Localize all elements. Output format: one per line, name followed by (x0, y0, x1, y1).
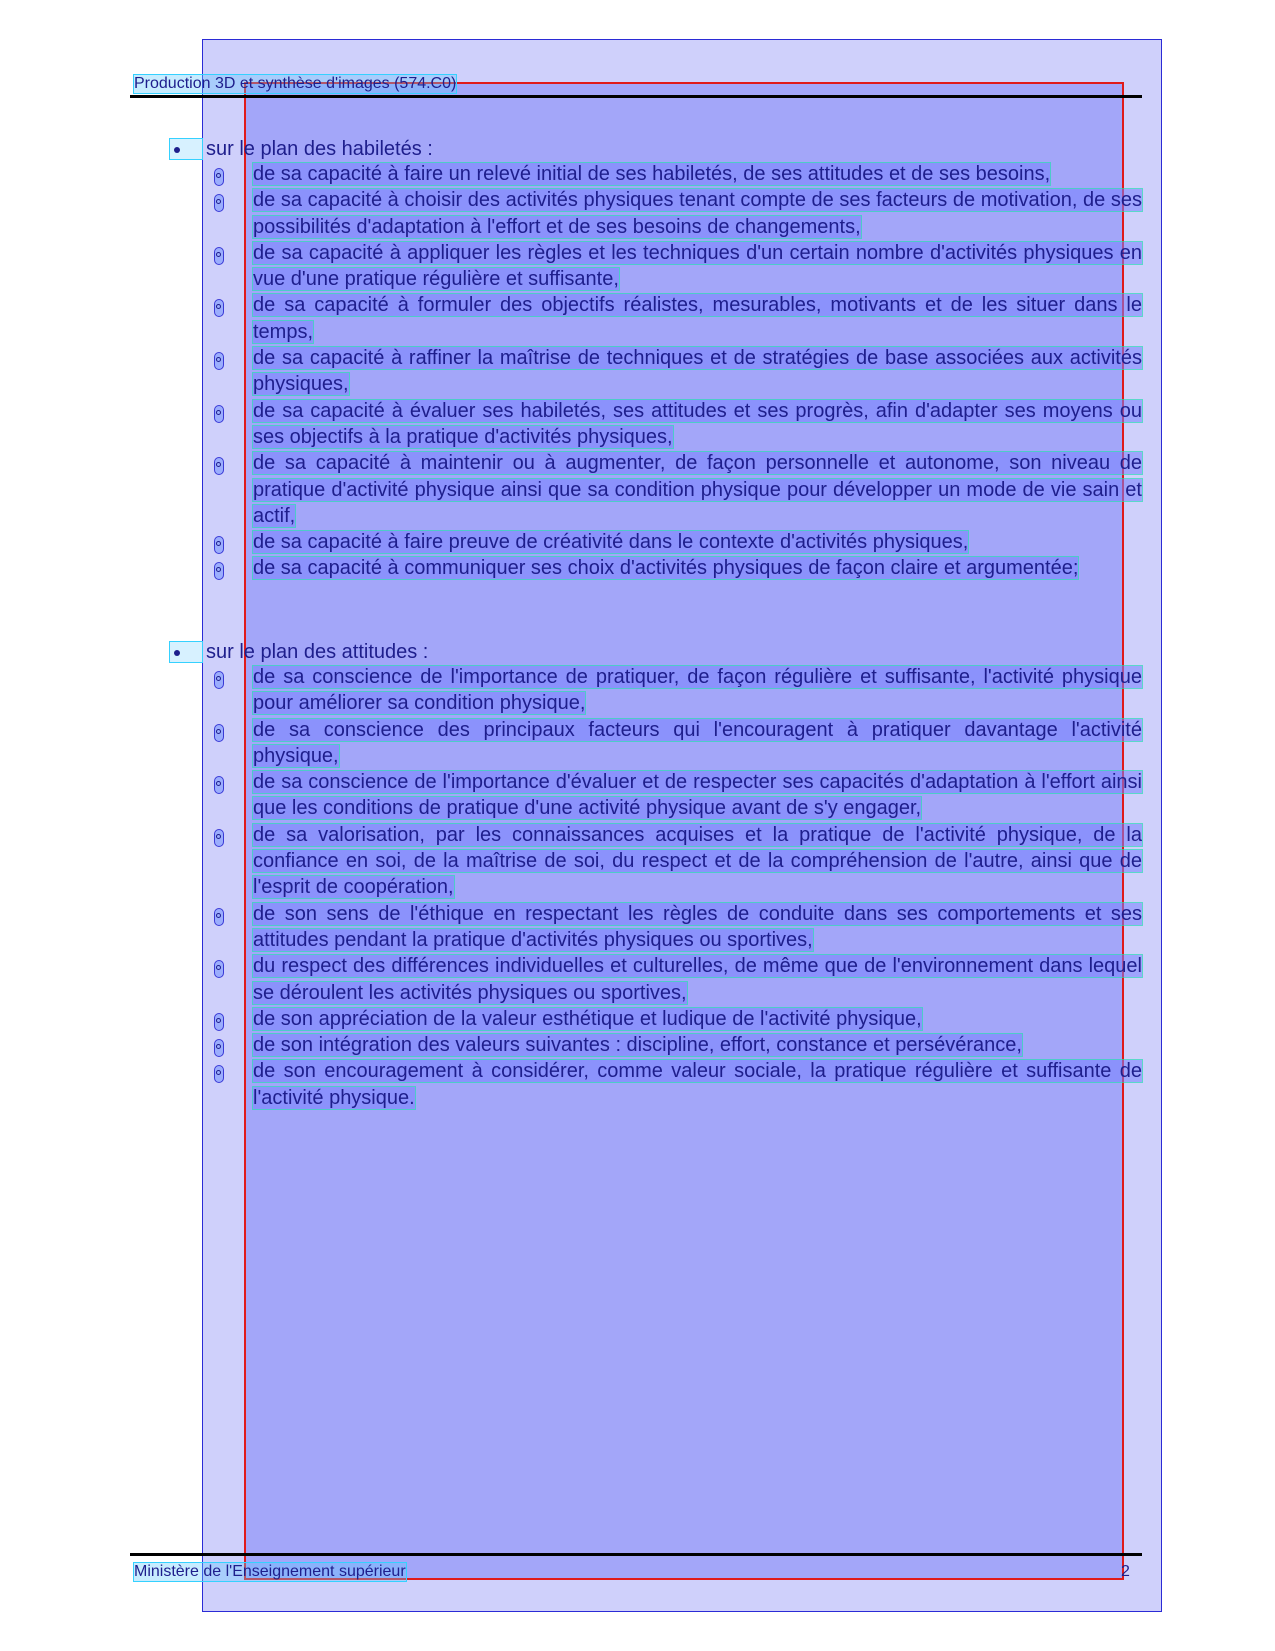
sub-bullet-icon (214, 562, 224, 580)
list-item: de sa capacité à appliquer les règles et les techniques d'un certain nombre d'activités physiques en vue d'une pratique régulière et suffisante, (170, 240, 1142, 293)
list-item: de sa conscience des principaux facteurs qui l'encouragent à pratiquer davantage l'activité physique, (170, 717, 1142, 770)
list-item: de sa capacité à évaluer ses habiletés, ses attitudes et ses progrès, afin d'adapter ses moyens ou ses objectifs à la pratique d'activités physiques, (170, 398, 1142, 451)
footer-rule (130, 1553, 1142, 1556)
sub-bullet-icon (214, 908, 224, 926)
bullet-dot-icon (174, 147, 180, 153)
list-item: de sa valorisation, par les connaissances acquises et la pratique de l'activité physique, de la confiance en soi, de la maîtrise de soi, du respect et de la compréhension de l'autre, ainsi que de l'esprit de coopération, (170, 822, 1142, 901)
list-item: de son encouragement à considérer, comme valeur sociale, la pratique régulière et suffisante de l'activité physique. (170, 1058, 1142, 1111)
sub-bullet-icon (214, 405, 224, 423)
list-item: de sa capacité à maintenir ou à augmenter, de façon personnelle et autonome, son niveau de pratique d'activité physique ainsi que sa condition physique pour développer un mode de vie sain et actif, (170, 450, 1142, 529)
list-item: de sa capacité à faire un relevé initial de ses habiletés, de ses attitudes et de ses besoins, (170, 161, 1142, 187)
list-item: de son intégration des valeurs suivantes : discipline, effort, constance et persévérance, (170, 1032, 1142, 1058)
running-header: Production 3D et synthèse d'images (574.C0) (134, 75, 457, 92)
sub-bullet-icon (214, 194, 224, 212)
section-attitudes (170, 640, 1142, 1111)
section-heading-text: sur le plan des habiletés : (206, 138, 433, 160)
sub-bullet-icon (214, 960, 224, 978)
sub-bullet-icon (214, 1013, 224, 1031)
header-rule (130, 95, 1142, 98)
list-item: de sa conscience de l'importance de pratiquer, de façon régulière et suffisante, l'activité physique pour améliorer sa condition physique, (170, 664, 1142, 717)
sub-bullet-icon (214, 299, 224, 317)
sub-bullet-icon (214, 671, 224, 689)
running-footer: Ministère de l'Enseignement supérieur (134, 1563, 406, 1580)
skills-list (170, 161, 1142, 582)
sub-bullet-icon (214, 829, 224, 847)
page-number: 2 (1121, 1563, 1130, 1580)
section-heading (170, 137, 1142, 161)
sub-bullet-icon (214, 457, 224, 475)
bullet-box (170, 642, 202, 662)
list-item: de sa capacité à faire preuve de créativité dans le contexte d'activités physiques, (170, 529, 1142, 555)
bullet-dot-icon (174, 650, 180, 656)
sub-bullet-icon (214, 247, 224, 265)
list-item: de sa capacité à communiquer ses choix d'activités physiques de façon claire et argumentée; (170, 555, 1142, 581)
sub-bullet-icon (214, 168, 224, 186)
list-item: du respect des différences individuelles et culturelles, de même que de l'environnement dans lequel se déroulent les activités physiques ou sportives, (170, 953, 1142, 1006)
list-item: de sa capacité à formuler des objectifs réalistes, mesurables, motivants et de les situer dans le temps, (170, 292, 1142, 345)
sub-bullet-icon (214, 1065, 224, 1083)
section-heading-text: sur le plan des attitudes : (206, 641, 429, 663)
sub-bullet-icon (214, 352, 224, 370)
list-item: de son sens de l'éthique en respectant les règles de conduite dans ses comportements et ses attitudes pendant la pratique d'activités physiques ou sportives, (170, 901, 1142, 954)
sub-bullet-icon (214, 1039, 224, 1057)
list-item: de sa conscience de l'importance d'évaluer et de respecter ses capacités d'adaptation à l'effort ainsi que les conditions de pratique d'une activité physique avant de s'y engager, (170, 769, 1142, 822)
section-heading (170, 640, 1142, 664)
sub-bullet-icon (214, 536, 224, 554)
sub-bullet-icon (214, 724, 224, 742)
bullet-box (170, 139, 202, 159)
list-item: de sa capacité à raffiner la maîtrise de techniques et de stratégies de base associées aux activités physiques, (170, 345, 1142, 398)
attitudes-list (170, 664, 1142, 1111)
list-item: de son appréciation de la valeur esthétique et ludique de l'activité physique, (170, 1006, 1142, 1032)
list-item: de sa capacité à choisir des activités physiques tenant compte de ses facteurs de motivation, de ses possibilités d'adaptation à l'effort et de ses besoins de changements, (170, 187, 1142, 240)
sub-bullet-icon (214, 776, 224, 794)
section-skills (170, 137, 1142, 582)
